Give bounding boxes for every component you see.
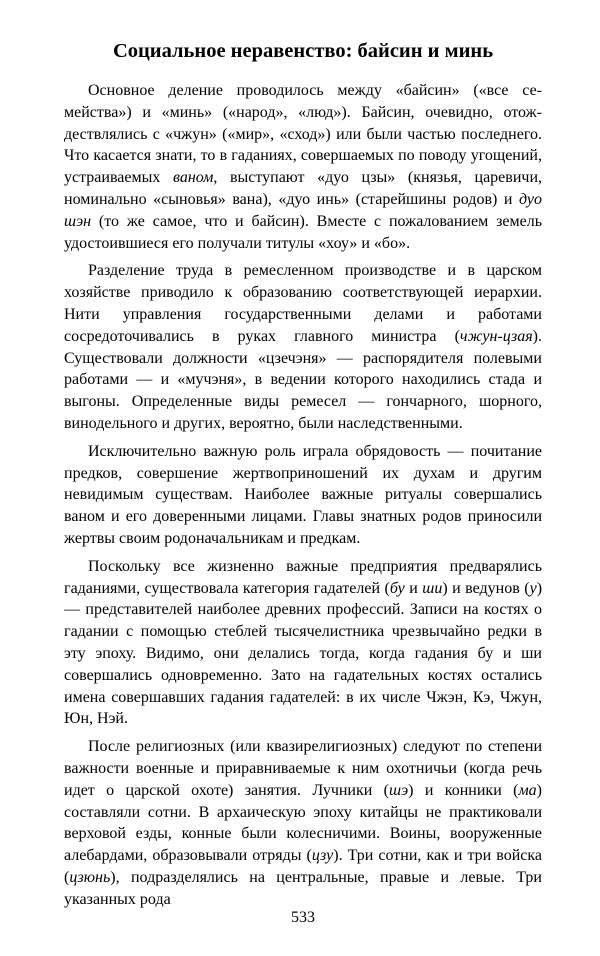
page-number: 533 xyxy=(291,909,315,926)
paragraph xyxy=(64,80,542,254)
italic-term: у xyxy=(529,579,537,597)
text-run: Разделение труда в ремесленном производстве и в царском хозяйстве приводило к образованию соответствующей иерархии. Нити управления государственными делами и работами сосредоточивались в руках главного министра ( xyxy=(64,262,542,345)
text-run: и xyxy=(404,579,423,597)
italic-term: ма xyxy=(518,781,537,799)
text-run: , выступают «дуо цзы» (князья, царевичи, номинально «сыновья» вана), «дуо инь» (старейшины родов) и xyxy=(64,169,543,208)
chapter-heading: Социальное неравенство: байсин и минь xyxy=(112,40,494,62)
text-run: Поскольку все жизненно важные предприятия предварялись гаданиями, существовала категория гадателей ( xyxy=(64,557,542,597)
italic-term: шэ xyxy=(389,781,409,799)
body-text xyxy=(64,80,542,910)
italic-term: ши xyxy=(422,579,443,597)
italic-term: ваном xyxy=(172,169,214,187)
text-run: ). Три сотни, как и три войска ( xyxy=(64,847,542,886)
text-run: ) и конники ( xyxy=(408,781,519,799)
text-run: ) и ведунов ( xyxy=(442,579,530,597)
italic-term: чжун-цзая xyxy=(459,327,533,345)
paragraph xyxy=(64,260,542,434)
text-run: (то же самое, что и байсин). Вместе с пожалованием земель удостоившиеся его получали титулы «хоу» и «бо». xyxy=(64,212,542,252)
italic-term: цзу xyxy=(311,847,334,865)
text-run: ) составляли сотни. В архаическую эпоху китайцы не практиковали верховой езды, конные были колесничими. Воины, вооруженные алебардами, образовывали отряды ( xyxy=(64,781,542,865)
italic-term: бу xyxy=(389,579,405,597)
italic-term: цзюнь xyxy=(69,868,111,886)
paragraph xyxy=(64,556,542,730)
text-run: ) — представителей наиболее древних профессий. Записи на костях о гадании с помощью стеблей тысячелистника чрезвычайно редки в эту эпоху. Видимо, они делались тогда, когда гадания бу и ши совершались одновременно. Зато на гадательных костях остались имена совершавших гадания гадателей: в их числе Чжэн, Кэ, Чжун, Юн, Нэй. xyxy=(64,579,543,728)
paragraph xyxy=(64,441,542,550)
text-run: ), подразделялись на центральные, правые и левые. Три указанных рода xyxy=(64,868,542,908)
book-page xyxy=(64,36,542,926)
italic-term: дуо шэн xyxy=(64,190,542,230)
text-run: Основное деление проводилось между «байсин» («все семейства») и «минь» («народ», «люд»). Байсин, очевидно, отождествлялись с «чжун» («мир», «сход») или были частью последнего. Что касается знати, то в гаданиях, совершаемых по поводу угощений, устраиваемых xyxy=(64,82,542,187)
paragraph xyxy=(64,736,542,910)
text-run: Исключительно важную роль играла обрядовость — почитание предков, совершение жертвоприношений их духам и другим невидимым существам. Наиболее важные ритуалы совершались ваном и его доверенными лицами. Главы знатных родов приносили жертвы своим родоначальникам и предкам. xyxy=(64,442,542,547)
text-run: ). Существовали должности «цзечэня» — распорядителя полевыми работами — и «мучэня», в ведении которого находились стада и выгоны. Определенные виды ремесел — гончарного, шорного, винодельного и других, вероятно, были наследственными. xyxy=(64,327,542,432)
text-run: После религиозных (или квазирелигиозных) следуют по степени важности военные и приравниваемые к ним охотничьи (когда речь идет о царской охоте) занятия. Лучники ( xyxy=(64,738,542,799)
